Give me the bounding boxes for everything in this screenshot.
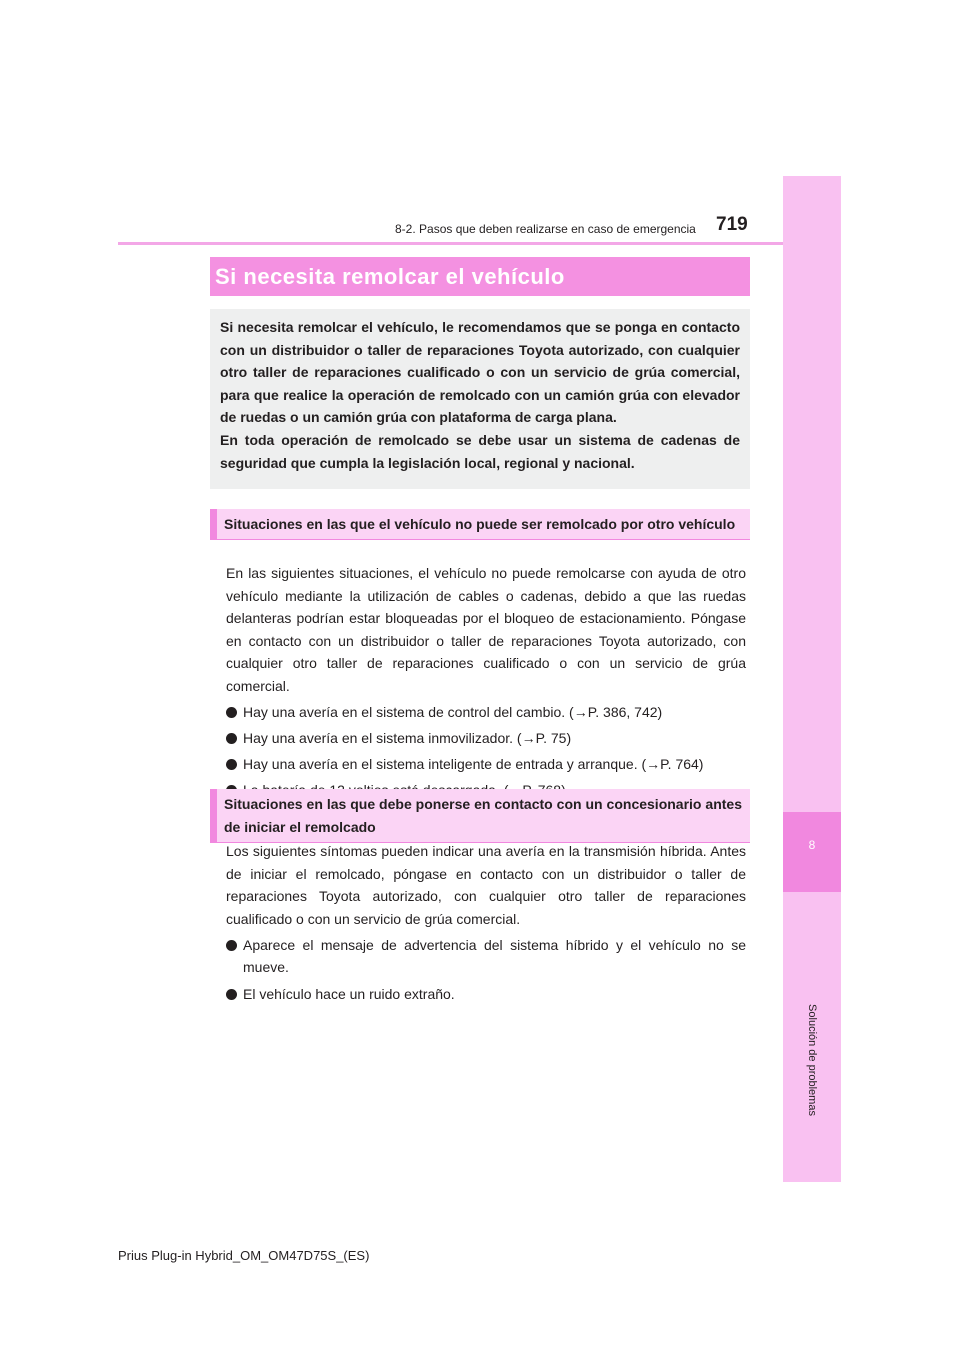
list-item-text: Hay una avería en el sistema inmovilizador. (→P. 75) [243,730,572,747]
side-tab-chapter-marker [783,812,841,892]
subsection-heading: Situaciones en las que debe ponerse en contacto con un concesionario antes de iniciar el remolcado [210,789,750,843]
list-item [226,727,746,750]
list-item-text: Hay una avería en el sistema de control del cambio. (→P. 386, 742) [243,704,663,721]
page-number: 719 [716,214,748,235]
header-divider [118,242,783,245]
intro-box [210,309,750,489]
body-paragraph: En las siguientes situaciones, el vehículo no puede remolcarse con ayuda de otro vehículo mediante la utilización de cables o cadenas, debido a que las ruedas delanteras podrían estar bloqueadas por el bloqueo de estacionamiento. Póngase en contacto con un distribuidor o taller de reparaciones Toyota autorizado, con cualquier otro taller de reparaciones cualificado o con un servicio de grúa comercial. [226,565,746,694]
list-item-text: Aparece el mensaje de advertencia del sistema híbrido y el vehículo no se mueve. [243,936,746,976]
body-paragraph: Los siguientes síntomas pueden indicar una avería en la transmisión híbrida. Antes de iniciar el remolcado, póngase en contacto con un distribuidor o taller de reparaciones Toyota autorizado, con cualquier otro taller de reparaciones cualificado o con un servicio de grúa comercial. [226,843,746,927]
section-title: Si necesita remolcar el vehículo [210,257,750,296]
footer-document-id: Prius Plug-in Hybrid_OM_OM47D75S_(ES) [118,1248,370,1263]
list-item-text: Hay una avería en el sistema inteligente de entrada y arranque. (→P. 764) [243,756,704,773]
running-header: 8-2. Pasos que deben realizarse en caso de emergencia [395,222,696,236]
bullet-dot-icon [226,759,237,770]
list-item [226,934,746,979]
subsection-body [226,562,746,802]
list-item [226,753,746,776]
intro-paragraph: Si necesita remolcar el vehículo, le recomendamos que se ponga en contacto con un distribuidor o taller de reparaciones Toyota autorizado, con cualquier otro taller de reparaciones cualificado o con un servicio de grúa comercial, para que realice la operación de remolcado con un camión grúa con elevador de ruedas o un camión grúa con plataforma de carga plana. [220,319,740,426]
list-item [226,983,746,1006]
side-tab-chapter-number: 8 [808,838,816,852]
bullet-dot-icon [226,940,237,951]
list-item-text: El vehículo hace un ruido extraño. [243,985,455,1002]
subsection-heading: Situaciones en las que el vehículo no puede ser remolcado por otro vehículo [210,509,750,540]
subsection-body [226,840,746,1005]
intro-paragraph: En toda operación de remolcado se debe usar un sistema de cadenas de seguridad que cumpla la legislación local, regional y nacional. [220,431,740,471]
side-tab-chapter-title: Solución de problemas [806,1004,818,1116]
bullet-dot-icon [226,733,237,744]
list-item [226,701,746,724]
bullet-dot-icon [226,707,237,718]
bullet-dot-icon [226,989,237,1000]
